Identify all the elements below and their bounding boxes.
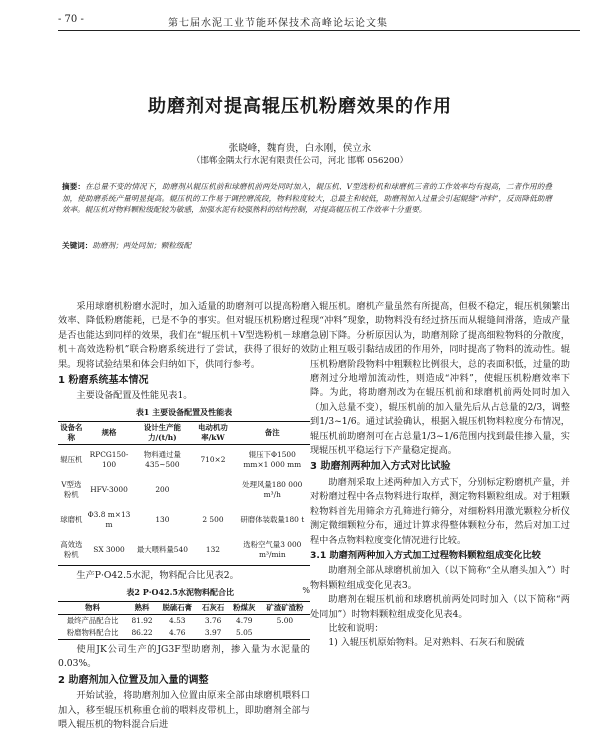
table-header-row — [58, 422, 310, 445]
paper-title: 助磨剂对提高辊压机粉磨效果的作用 — [148, 96, 452, 117]
table-row — [58, 445, 310, 476]
right-paragraph-2: 助磨剂采取上述两种加入方式下，分别标定粉磨机产量，并对粉磨过程中各点物料进行取样，测定物料颗粒组成。对于粗颗粒物料首先用筛余方孔筛进行筛分，对细粉料用激光颗粒分析仪测定微细颗粒分布，通过计算求得整体颗粒分布，然后对加工过程中各点物料粒度变化情况进行比较。 — [310, 476, 570, 546]
table-cell — [191, 475, 234, 505]
table-cell: 高效选粉机 — [60, 540, 83, 560]
abstract-label: 摘要： — [62, 182, 86, 191]
affiliation: （邯郸金隅太行水泥有限责任公司，河北 邯郸 056200） — [191, 156, 409, 166]
section-2-heading: 2 助磨剂加入位置及加入量的调整 — [58, 674, 209, 686]
table-row — [58, 535, 310, 566]
keywords-text: 助磨剂；两处同加；颗粒级配 — [92, 241, 192, 250]
right-paragraph-5: 比较和说明： — [328, 622, 384, 634]
table-2-caption: 表2 P·O42.5水泥物料配合比 — [126, 586, 234, 597]
keywords — [62, 240, 552, 251]
section-3-heading: 3 助磨剂两种加入方式对比试验 — [310, 461, 451, 473]
page-number: - 70 - — [58, 14, 84, 25]
table-header-cell: 石灰石 — [202, 603, 225, 613]
table-cell — [260, 627, 310, 640]
table-cell: RPCG150-100 — [89, 450, 129, 470]
table-cell: 130 — [155, 515, 170, 525]
table-cell: SX 3000 — [93, 545, 125, 555]
table-cell: V型选粉机 — [61, 480, 82, 500]
table-cell: HFV-3000 — [90, 485, 128, 495]
keywords-label: 关键词： — [62, 241, 93, 250]
section-1-text-2: 生产P·O42.5水泥，物料配合比见表2。 — [76, 570, 239, 582]
table-cell: 最大喂料量540 — [136, 545, 188, 555]
table-row — [58, 505, 310, 535]
section-2-text: 开始试验，将助磨剂加入位置由原来全部由球磨机喂料口加入，移至辊压机称重仓前的喂料皮带机上，即助磨剂全部与喂入辊压机的物料混合后进 — [58, 690, 310, 731]
table-cell: 86.22 — [131, 628, 153, 638]
table-cell: 5.00 — [276, 616, 294, 626]
right-paragraph-1: 入辊压机。磨机产量虽然有所提高，但极不稳定，辊压机频繁出现“冲料”现象，助物料没有经过挤压而从辊缝间滑落，造成产量急剧下降。分析原因认为，助磨剂除了提高细粒物料的分散度，防止粗互吸引黏结成团的作用外，同时提高了物料的流动性。辊压机粉磨阶段物料中粗颗粒比例很大，总的表面积低，过量的助磨剂过分地增加流动性，则造成“冲料”，使辊压机粉磨效率下降。为此，将助磨剂改为在辊压机前和球磨机前两处同时加入（加入总量不变），辊压机前的加入量先后从占总量的2/3，调整到1/3~1/6。通过试验确认，根据入辊压机物料粒度分布情况，辊压机前助磨剂可在占总量1/3~1/6范围内找到最佳掺入量，实现辊压机平稳运行下产量稳定提高。 — [310, 301, 570, 457]
table-header-cell: 粉煤灰 — [233, 603, 256, 613]
table-cell: 粉磨物料配合比 — [66, 628, 119, 638]
table-cell: 球磨机 — [60, 515, 83, 525]
table-cell: 4.76 — [169, 628, 186, 638]
table-cell: 研磨体装载量180 t — [240, 515, 305, 525]
left-column — [58, 300, 310, 733]
table-cell: 710×2 — [200, 455, 226, 465]
table-cell: 物料通过量435~500 — [143, 450, 181, 470]
table-header-cell: 电动机功率/kW — [198, 423, 228, 443]
table-header-cell: 备注 — [264, 428, 280, 438]
table-1-caption: 表1 主要设备配置及性能表 — [135, 406, 233, 417]
section-1-text-3: 使用JK公司生产的JG3F型助磨剂，掺入量为水泥量的0.03%。 — [58, 644, 310, 670]
table-row — [58, 475, 310, 505]
running-header — [58, 12, 580, 31]
table-cell: 3.76 — [204, 616, 222, 626]
section-1-text: 主要设备配置及性能见表1。 — [76, 390, 193, 402]
table-row — [58, 627, 310, 640]
equipment-table — [58, 421, 310, 566]
table-cell: 4.53 — [169, 616, 186, 626]
table-cell: 最终产品配合比 — [66, 616, 119, 626]
table-header-cell: 设计生产能力/(t/h) — [143, 423, 181, 443]
journal-title: 第七届水泥工业节能环保技术高峰论坛论文集 — [168, 18, 388, 29]
right-paragraph-6: 1) 入辊压机原始物料。足对熟料、石灰石和脱硫 — [328, 637, 525, 649]
table-cell: 辊压下Φ1500 mm×1 000 mm — [243, 450, 302, 470]
table-cell: 3.97 — [204, 628, 222, 638]
right-paragraph-3: 助磨剂全部从球磨机前加入（以下简称“全从磨头加入”）时物料颗粒组成变化见表3。 — [310, 565, 570, 591]
table-cell: 200 — [155, 485, 170, 495]
table-header-cell: 设备名称 — [60, 423, 83, 443]
authors: 张晓峰，魏育贵，白永刚，侯立永 — [228, 143, 372, 154]
table-header-cell: 矿渣矿渣粉 — [266, 603, 304, 613]
table-cell: 选粉空气量3 000 m³/min — [243, 540, 302, 560]
table-cell: 2 500 — [202, 515, 224, 525]
table-header-cell: 规格 — [101, 428, 117, 438]
section-1-heading: 1 粉磨系统基本情况 — [58, 375, 149, 387]
abstract-text: 在总量不变的情况下，助磨剂从辊压机前和球磨机前两处同时加入，辊压机、V型选粉机和球磨机三者的工作效率均有提高，二者作用的叠加，使助磨系统产量明显提高。辊压机的工作易于调控磨流段，物料粒度较大，总最主和较低，助磨剂加入过量会引起辊缝“冲料”，反而降低助磨效率。辊压机对物料颗粒级配较为敏感，加强水泥有较强熟料的结构控制，对提高辊压机工作效率十分重要。 — [62, 182, 552, 215]
section-3-1-heading: 3.1 助磨剂两种加入方式加工过程物料颗粒组成变化比较 — [310, 549, 541, 561]
abstract — [62, 181, 552, 216]
table-header-cell: 脱硫石膏 — [162, 603, 193, 613]
table-cell: 81.92 — [131, 616, 153, 626]
table-header-cell: 物料 — [85, 603, 100, 613]
table-cell: 辊压机 — [60, 455, 83, 465]
table-2-unit: % — [302, 585, 310, 595]
intro-paragraph: 采用球磨机粉磨水泥时，加入适量的助磨剂可以提高粉磨效率、降低粉磨能耗，已是不争的事实。但对辊压机粉磨过程是否也能达到同样的效果，我们在“辊压机＋V型选粉机－球磨机＋高效选粉机”联合粉磨系统进行了尝试，获得了很好的效果。现将试验结果和体会归纳如下，供同行参考。 — [58, 301, 310, 370]
table-header-row — [58, 602, 310, 615]
mix-ratio-table — [58, 601, 310, 640]
table-cell: 处理风量180 000 m³/h — [242, 480, 303, 500]
table-cell: Φ3.8 m×13 m — [87, 510, 131, 530]
table-2-caption-row — [58, 584, 310, 601]
table-cell: 5.05 — [236, 628, 253, 638]
right-column — [310, 300, 570, 651]
table-row — [58, 615, 310, 628]
right-paragraph-4: 助磨剂在辊压机前和球磨机前两处同时加入（以下简称“两处同加”）时物料颗粒组成变化见表4。 — [310, 594, 570, 620]
table-cell: 132 — [205, 545, 220, 555]
table-header-cell: 熟料 — [134, 603, 150, 613]
table-cell: 4.79 — [236, 616, 253, 626]
